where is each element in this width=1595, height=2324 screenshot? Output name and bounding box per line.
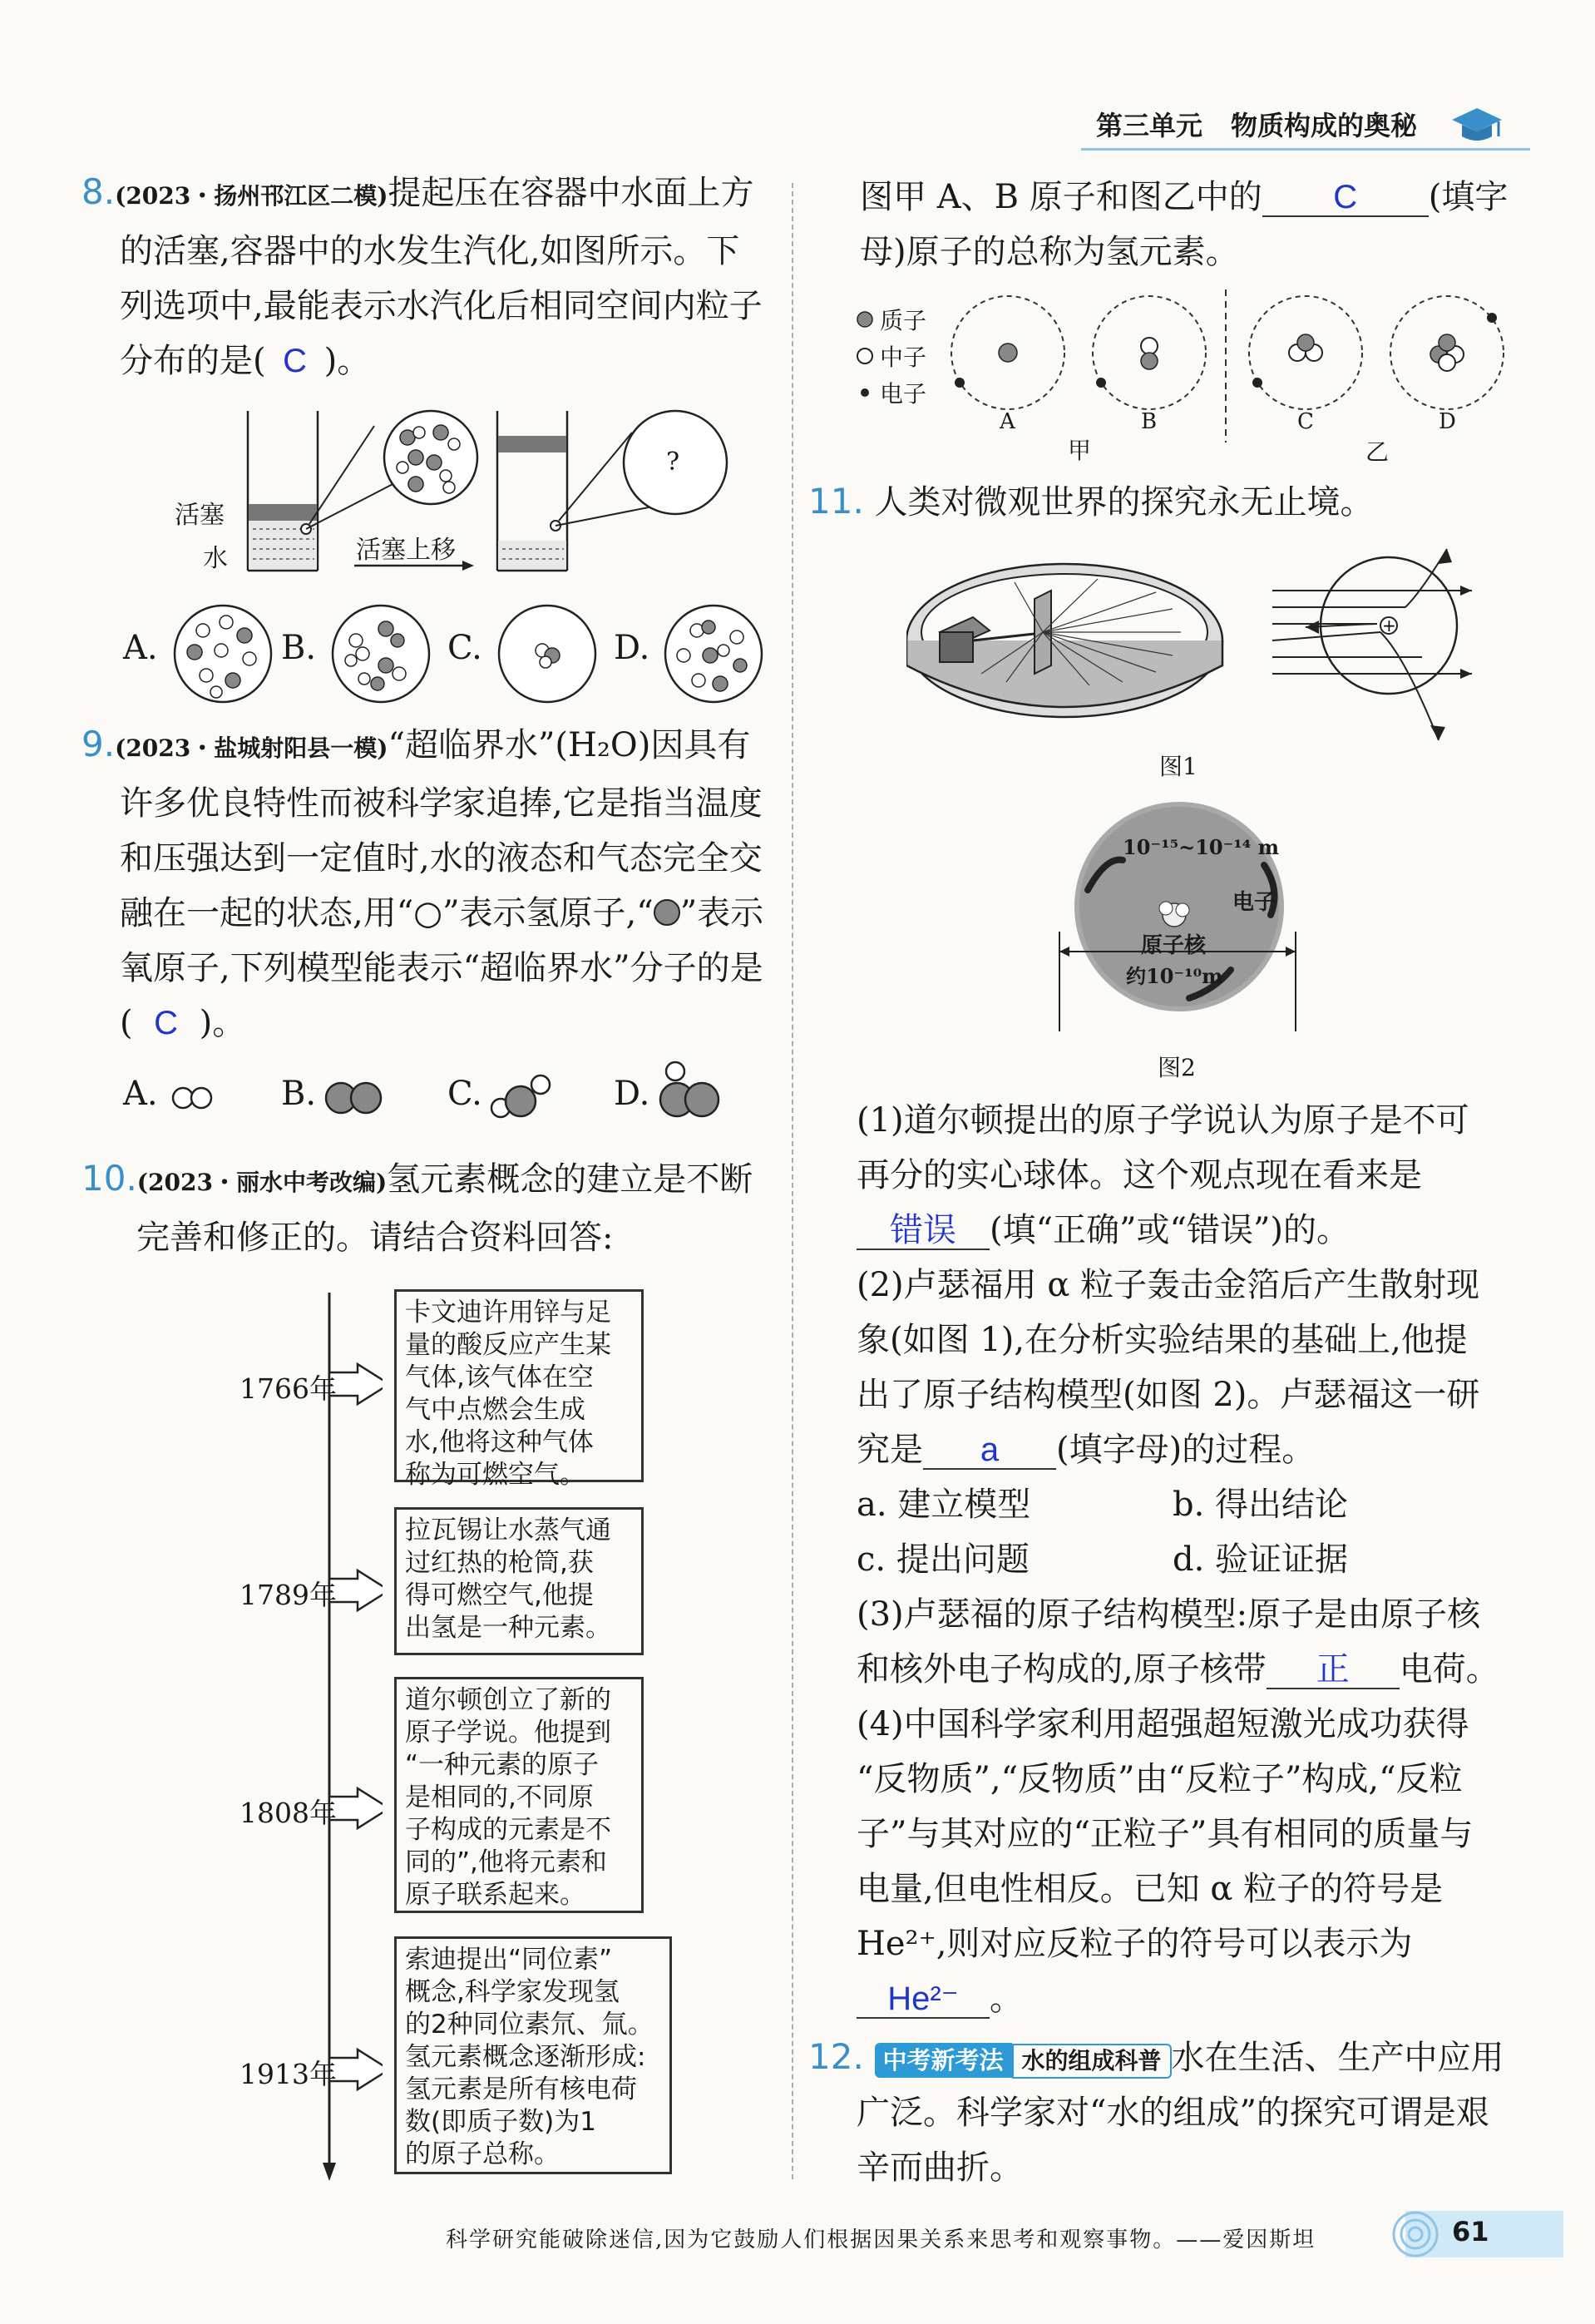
q8-option-c[interactable]: C. [447,629,482,667]
q11-intro: 人类对微观世界的探究永无止境。 [874,483,1374,522]
q10-number: 10. [81,1158,137,1199]
footer [0,2204,1595,2271]
q8-answer[interactable]: C [283,343,308,379]
tl-1789-line: 得可燃空气,他提 [405,1580,594,1610]
unit-label: 第三单元 [1096,110,1203,141]
nucleus-scale-label: 10⁻¹⁵~10⁻¹⁴ m [1123,835,1280,859]
q10-line-0: 氢元素概念的建立是不断 [387,1160,753,1199]
tl-1913-line: 的2种同位素氘、氚。 [405,2010,654,2040]
atom-label-d: D [1439,409,1456,434]
q12-tag: 中考新考法 [875,2043,1012,2078]
tl-1913-line: 的原子总称。 [405,2139,560,2169]
footer-quote: 科学研究能破除迷信,因为它鼓励人们根据因果关系来思考和观察事物。——爱因斯坦 [446,2228,1316,2252]
q11-p1-line-1: 再分的实心球体。这个观点现在看来是 [857,1156,1422,1194]
piston-label: 活塞 [175,501,225,530]
atom-diagrams-drawing [853,284,1543,467]
timeline-year-1913: 1913年 [239,2058,337,2090]
q10-answer-blank[interactable]: C [1262,179,1429,217]
q8-options [116,599,782,707]
q11-p1-answer[interactable]: 错误 [857,1212,990,1250]
q9-number: 9. [81,724,116,764]
q12-line-1: 广泛。科学家对“水的组成”的探究可谓是艰 [857,2094,1489,2132]
timeline-box-1789 [394,1507,644,1655]
swirl-icon [1389,2208,1447,2261]
q9-option-a-model [168,1081,226,1115]
q11-p4-line-0: (4)中国科学家利用超强超短激光成功获得 [857,1705,1469,1743]
q9-line-4: ”表示 [679,894,764,932]
figure-1-caption: 图1 [1159,753,1197,780]
figure-1 [906,541,1489,790]
question-9 [81,717,780,1051]
tl-1789-line: 拉瓦锡让水蒸气通 [405,1516,611,1545]
legend-proton: 质子 [880,307,927,334]
q8-option-c-diagram [494,602,602,707]
atom-label-c: C [1297,409,1314,434]
unit-title: 物质构成的奥秘 [1231,110,1418,141]
q9-line-0: “超临界水”(H₂O)因具有 [388,726,751,764]
q8-line-1: 的活塞,容器中的水发生汽化,如图所示。下 [120,232,740,270]
water-label: 水 [203,544,228,573]
tl-1808-line: 子构成的元素是不 [405,1815,611,1845]
q9-option-b-model [323,1075,406,1121]
q8-option-a[interactable]: A. [123,629,158,667]
q8-option-d[interactable]: D. [614,629,650,667]
unknown-label: ? [666,447,680,477]
tl-1766-line: 称为可燃空气。 [405,1460,585,1490]
choice-c[interactable]: c. 提出问题 [857,1540,1030,1579]
tl-1808-line: 原子学说。他提到 [405,1718,611,1748]
q8-line-4: )。 [323,342,371,380]
q8-line-3: 分布的是( [120,342,266,380]
choice-a[interactable]: a. 建立模型 [857,1486,1031,1524]
q11-p2-line-2: 出了原子结构模型(如图 2)。卢瑟福这一研 [857,1376,1480,1414]
tl-1913-line: 索迪提出“同位素” [405,1945,613,1975]
tl-1913-line: 概念,科学家发现氢 [405,1977,620,2007]
q9-option-c-model [482,1066,565,1125]
tl-1913-line: 氢元素概念逐渐形成: [405,2042,646,2072]
timeline-box-1913 [394,1936,672,2174]
q9-line-1: 许多优良特性而被科学家追捧,它是指当温度 [120,784,763,823]
q10-cont-line-1: 图甲 A、B 原子和图乙中的 [860,178,1262,216]
q11-p3-pre: 和核外电子构成的,原子核带 [857,1650,1267,1689]
q9-source: (2023・盐城射阳县一模) [115,734,388,762]
q9-option-d-model [657,1056,732,1131]
q8-option-d-diagram [660,602,768,707]
q11-p3-answer[interactable]: 正 [1267,1651,1400,1689]
timeline-year-1808: 1808年 [239,1797,337,1829]
q9-answer[interactable]: C [154,1005,179,1041]
q9-line-7: )。 [199,1004,246,1042]
tl-1913-line: 氢元素是所有核电荷 [405,2074,637,2104]
choice-d[interactable]: d. 验证证据 [1173,1540,1349,1579]
q11-p2-line-1: 象(如图 1),在分析实验结果的基础上,他提 [857,1321,1468,1359]
q9-option-d[interactable]: D. [614,1075,650,1113]
q11-p4-line-2: 子”与其对应的“正粒子”具有相同的质量与 [857,1815,1474,1853]
timeline-box-1808 [394,1677,644,1913]
q8-line-2: 列选项中,最能表示水汽化后相同空间内粒子 [120,287,763,325]
tl-1808-line: 是相同的,不同原 [405,1783,594,1812]
tl-1789-line: 出氢是一种元素。 [405,1613,611,1643]
q9-line-3: 融在一起的状态,用“○”表示氢原子,“ [120,894,654,932]
tl-1808-line: 原子联系起来。 [405,1880,585,1910]
q11-p3-line-0: (3)卢瑟福的原子结构模型:原子是由原子核 [857,1595,1481,1634]
q11-p4-answer[interactable]: He²⁻ [857,1980,990,2019]
q10-line-1: 完善和修正的。请结合资料回答: [136,1219,614,1257]
question-10 [81,1151,780,1265]
q11-p4-end: 。 [990,1980,1023,2018]
nucleus-label: 原子核 [1141,933,1207,958]
svg-text:+: + [1382,616,1396,635]
atom-label-a: A [1000,409,1015,434]
page-number: 61 [1452,2216,1489,2247]
q11-p3-tail: 电荷。 [1399,1650,1499,1689]
page-header [1081,100,1547,150]
q12-line-0: 水在生活、生产中应用 [1171,2039,1504,2077]
q8-option-a-diagram [170,602,278,707]
q11-p2-line-0: (2)卢瑟福用 α 粒子轰击金箔后产生散射现 [857,1266,1480,1304]
q11-p4-pre: He²⁺,则对应反粒子的符号可以表示为 [857,1925,1413,1963]
q8-figure [166,408,765,599]
timeline-year-1766: 1766年 [239,1372,337,1405]
q11-p1-line-0: (1)道尔顿提出的原子学说认为原子是不可 [857,1101,1469,1140]
tl-1766-line: 卡文迪许用锌与足 [405,1298,611,1328]
q9-line-5: 氧原子,下列模型能表示“超临界水”分子的是 [120,949,763,987]
q11-body [857,1093,1563,2026]
choice-b[interactable]: b. 得出结论 [1173,1486,1349,1524]
q11-p2-pre: 究是 [857,1431,923,1469]
q8-number: 8. [81,171,116,212]
figure-2 [1056,799,1322,1081]
q8-option-b[interactable]: B. [281,629,317,667]
q9-option-a[interactable]: A. [123,1075,158,1113]
q8-line-0: 提起压在容器中水面上方 [388,174,754,212]
tl-1789-line: 过红热的枪筒,获 [405,1548,594,1578]
q10-continued [860,170,1558,279]
tl-1766-line: 气中点燃会生成 [405,1395,585,1425]
timeline-year-1789: 1789年 [239,1579,337,1611]
q10-timeline [233,1289,715,2188]
question-11 [808,474,1557,530]
figure-2-caption: 图2 [1158,1054,1196,1081]
q9-option-c[interactable]: C. [447,1075,482,1113]
q10-cont-line-1b: (填字 [1428,178,1509,216]
group-label-yi: 乙 [1365,438,1390,466]
atom-size-label: 约10⁻¹⁰m [1126,964,1223,988]
q11-p4-line-1: “反物质”,“反物质”由“反粒子”构成,“反粒 [857,1760,1463,1798]
oxygen-symbol-icon [654,899,680,926]
q9-line-6: ( [120,1004,133,1042]
q11-number: 11. [808,481,864,522]
legend-neutron: 中子 [880,344,927,371]
q12-number: 12. [808,2036,864,2077]
atom-label-b: B [1141,409,1158,434]
legend-electron: 电子 [880,380,927,408]
q12-line-2: 辛而曲折。 [857,2148,1023,2187]
tl-1808-line: 道尔顿创立了新的 [405,1685,611,1715]
header-rule [1081,148,1530,151]
q12-tag-topic: 水的组成科普 [1012,2044,1172,2079]
q11-p4-line-3: 电量,但电性相反。已知 α 粒子的符号是 [857,1870,1444,1908]
graduation-cap-icon [1447,100,1505,150]
q8-option-b-diagram [328,602,436,707]
q8-figure-drawing [166,408,765,599]
q9-line-2: 和压强达到一定值时,水的液态和气态完全交 [120,839,763,878]
question-12 [808,2030,1557,2195]
q9-option-b[interactable]: B. [281,1075,317,1113]
q10-source: (2023・丽水中考改编) [136,1169,388,1196]
q10-cont-line-2: 母)原子的总称为氢元素。 [860,233,1239,271]
tl-1766-line: 水,他将这种气体 [405,1427,594,1457]
figure-1-drawing [906,541,1489,757]
q11-p2-tail: (填字母)的过程。 [1056,1431,1316,1469]
timeline-box-1766 [394,1289,644,1490]
piston-move-label: 活塞上移 [356,536,456,565]
tl-1808-line: 同的”,他将元素和 [405,1847,607,1877]
tl-1766-line: 量的酸反应产生某 [405,1330,611,1360]
q9-options [116,1056,782,1131]
group-label-jia: 甲 [1068,437,1092,464]
q11-p1-tail: (填“正确”或“错误”)的。 [990,1211,1351,1249]
tl-1808-line: “一种元素的原子 [405,1750,600,1780]
atom-diagrams [853,284,1543,467]
tl-1913-line: 数(即质子数)为1 [405,2107,596,2137]
electron-label: 电子 [1232,890,1276,915]
column-divider [792,183,793,2179]
tl-1766-line: 气体,该气体在空 [405,1362,594,1392]
question-8 [81,165,780,388]
q11-p2-answer[interactable]: a [923,1431,1056,1470]
q8-source: (2023・扬州邗江区二模) [115,182,388,210]
